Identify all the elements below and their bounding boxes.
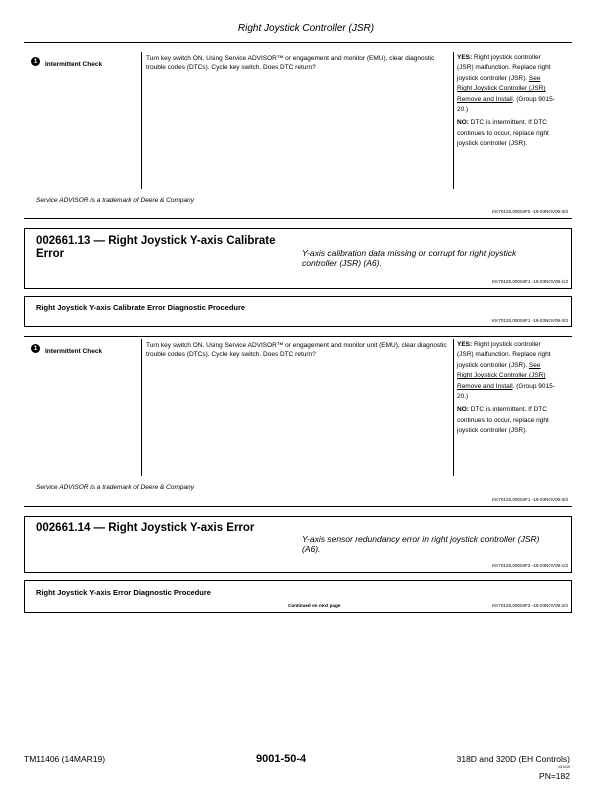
reference-code: KK70125,00004F2 -19-03NOV09-2/3 xyxy=(492,603,568,608)
trademark-note: Service ADVISOR is a trademark of Deere & Company xyxy=(36,197,194,204)
reference-code: KK70125,00004F2 -19-03NOV09-1/3 xyxy=(492,563,568,568)
footer-manual-id: TM11406 (14MAR19) xyxy=(24,754,106,764)
step-result-cell xyxy=(457,53,557,150)
group-ref: . (Group 9015-20.) xyxy=(457,95,555,114)
yes-label: YES: xyxy=(457,54,473,61)
step-1-label-cell xyxy=(31,53,141,71)
column-divider xyxy=(453,52,454,189)
reference-code: KK70125,00004F1 -19-03NOV09-1/3 xyxy=(492,279,568,284)
step-label: Intermittent Check xyxy=(45,61,103,68)
no-label: NO: xyxy=(457,119,469,127)
step-label: Intermittent Check xyxy=(45,348,103,355)
reference-code: KK70125,00004F1 -19-03NOV09-3/3 xyxy=(492,497,568,502)
step-action-text: Turn key switch ON. Using Service ADVISOR™ or engagement and monitor unit (EMU), clear diagnostic trouble codes (DTCs). Cycle key switch. Does DTC return? xyxy=(146,342,447,359)
section-heading: 002661.13 — Right Joystick Y-axis Calibrate Error xyxy=(36,235,276,260)
step-number-badge: 1 xyxy=(31,57,40,66)
continued-note: Continued on next page xyxy=(288,603,341,608)
block-rule xyxy=(24,218,572,219)
footer-model: 318D and 320D (EH Controls) xyxy=(456,754,570,764)
yes-text: Right joystick controller (JSR) malfunction. Replace right joystick controller (JSR). xyxy=(457,341,551,369)
remove-install-link[interactable]: See Right Joystick Controller (JSR) Remove and Install xyxy=(457,361,546,390)
footer-pn: PN=182 xyxy=(539,771,570,781)
section-heading: 002661.14 — Right Joystick Y-axis Error xyxy=(36,522,255,534)
no-text: DTC is intermittent. If DTC continues to occur, replace right joystick controller (JSR). xyxy=(457,406,549,435)
block-rule xyxy=(24,336,572,337)
step-number-badge: 1 xyxy=(31,344,40,353)
footer-page-number: 9001-50-4 xyxy=(256,753,307,765)
section-description: Y-axis sensor redundancy error in right joystick controller (JSR) (A6). xyxy=(302,534,540,554)
section-description: Y-axis calibration data missing or corrupt for right joystick controller (JSR) (A6). xyxy=(302,248,517,268)
step-result-cell xyxy=(457,340,557,437)
page-header-title: Right Joystick Controller (JSR) xyxy=(237,23,375,34)
column-divider xyxy=(141,339,142,476)
step-action-text: Turn key switch ON. Using Service ADVISOR™ or engagement and monitor (EMU), clear diagnostic trouble codes (DTCs). Cycle key switch. Does DTC return? xyxy=(146,55,435,72)
group-ref: . (Group 9015-20.) xyxy=(457,382,555,401)
column-divider xyxy=(141,52,142,189)
step-1-label-cell xyxy=(31,340,141,358)
yes-label: YES: xyxy=(457,341,473,348)
no-label: NO: xyxy=(457,406,469,414)
reference-code: KK70125,00004F1 -19-03NOV09-2/3 xyxy=(492,318,568,323)
column-divider xyxy=(453,339,454,476)
footer-small-code: 031419 xyxy=(558,765,570,769)
no-text: DTC is intermittent. If DTC continues to occur, replace right joystick controller (JSR). xyxy=(457,119,549,148)
procedure-title: Right Joystick Y-axis Calibrate Error Diagnostic Procedure xyxy=(36,303,246,312)
yes-text: Right joystick controller (JSR) malfunction. Replace right joystick controller (JSR). xyxy=(457,54,551,82)
remove-install-link[interactable]: See Right Joystick Controller (JSR) Remove and Install xyxy=(457,74,546,103)
header-rule xyxy=(24,42,572,43)
trademark-note: Service ADVISOR is a trademark of Deere & Company xyxy=(36,484,194,491)
procedure-title: Right Joystick Y-axis Error Diagnostic Procedure xyxy=(36,588,211,597)
reference-code: KK70125,00004F0 -19-03NOV09-3/3 xyxy=(492,209,568,214)
block-rule xyxy=(24,506,572,507)
